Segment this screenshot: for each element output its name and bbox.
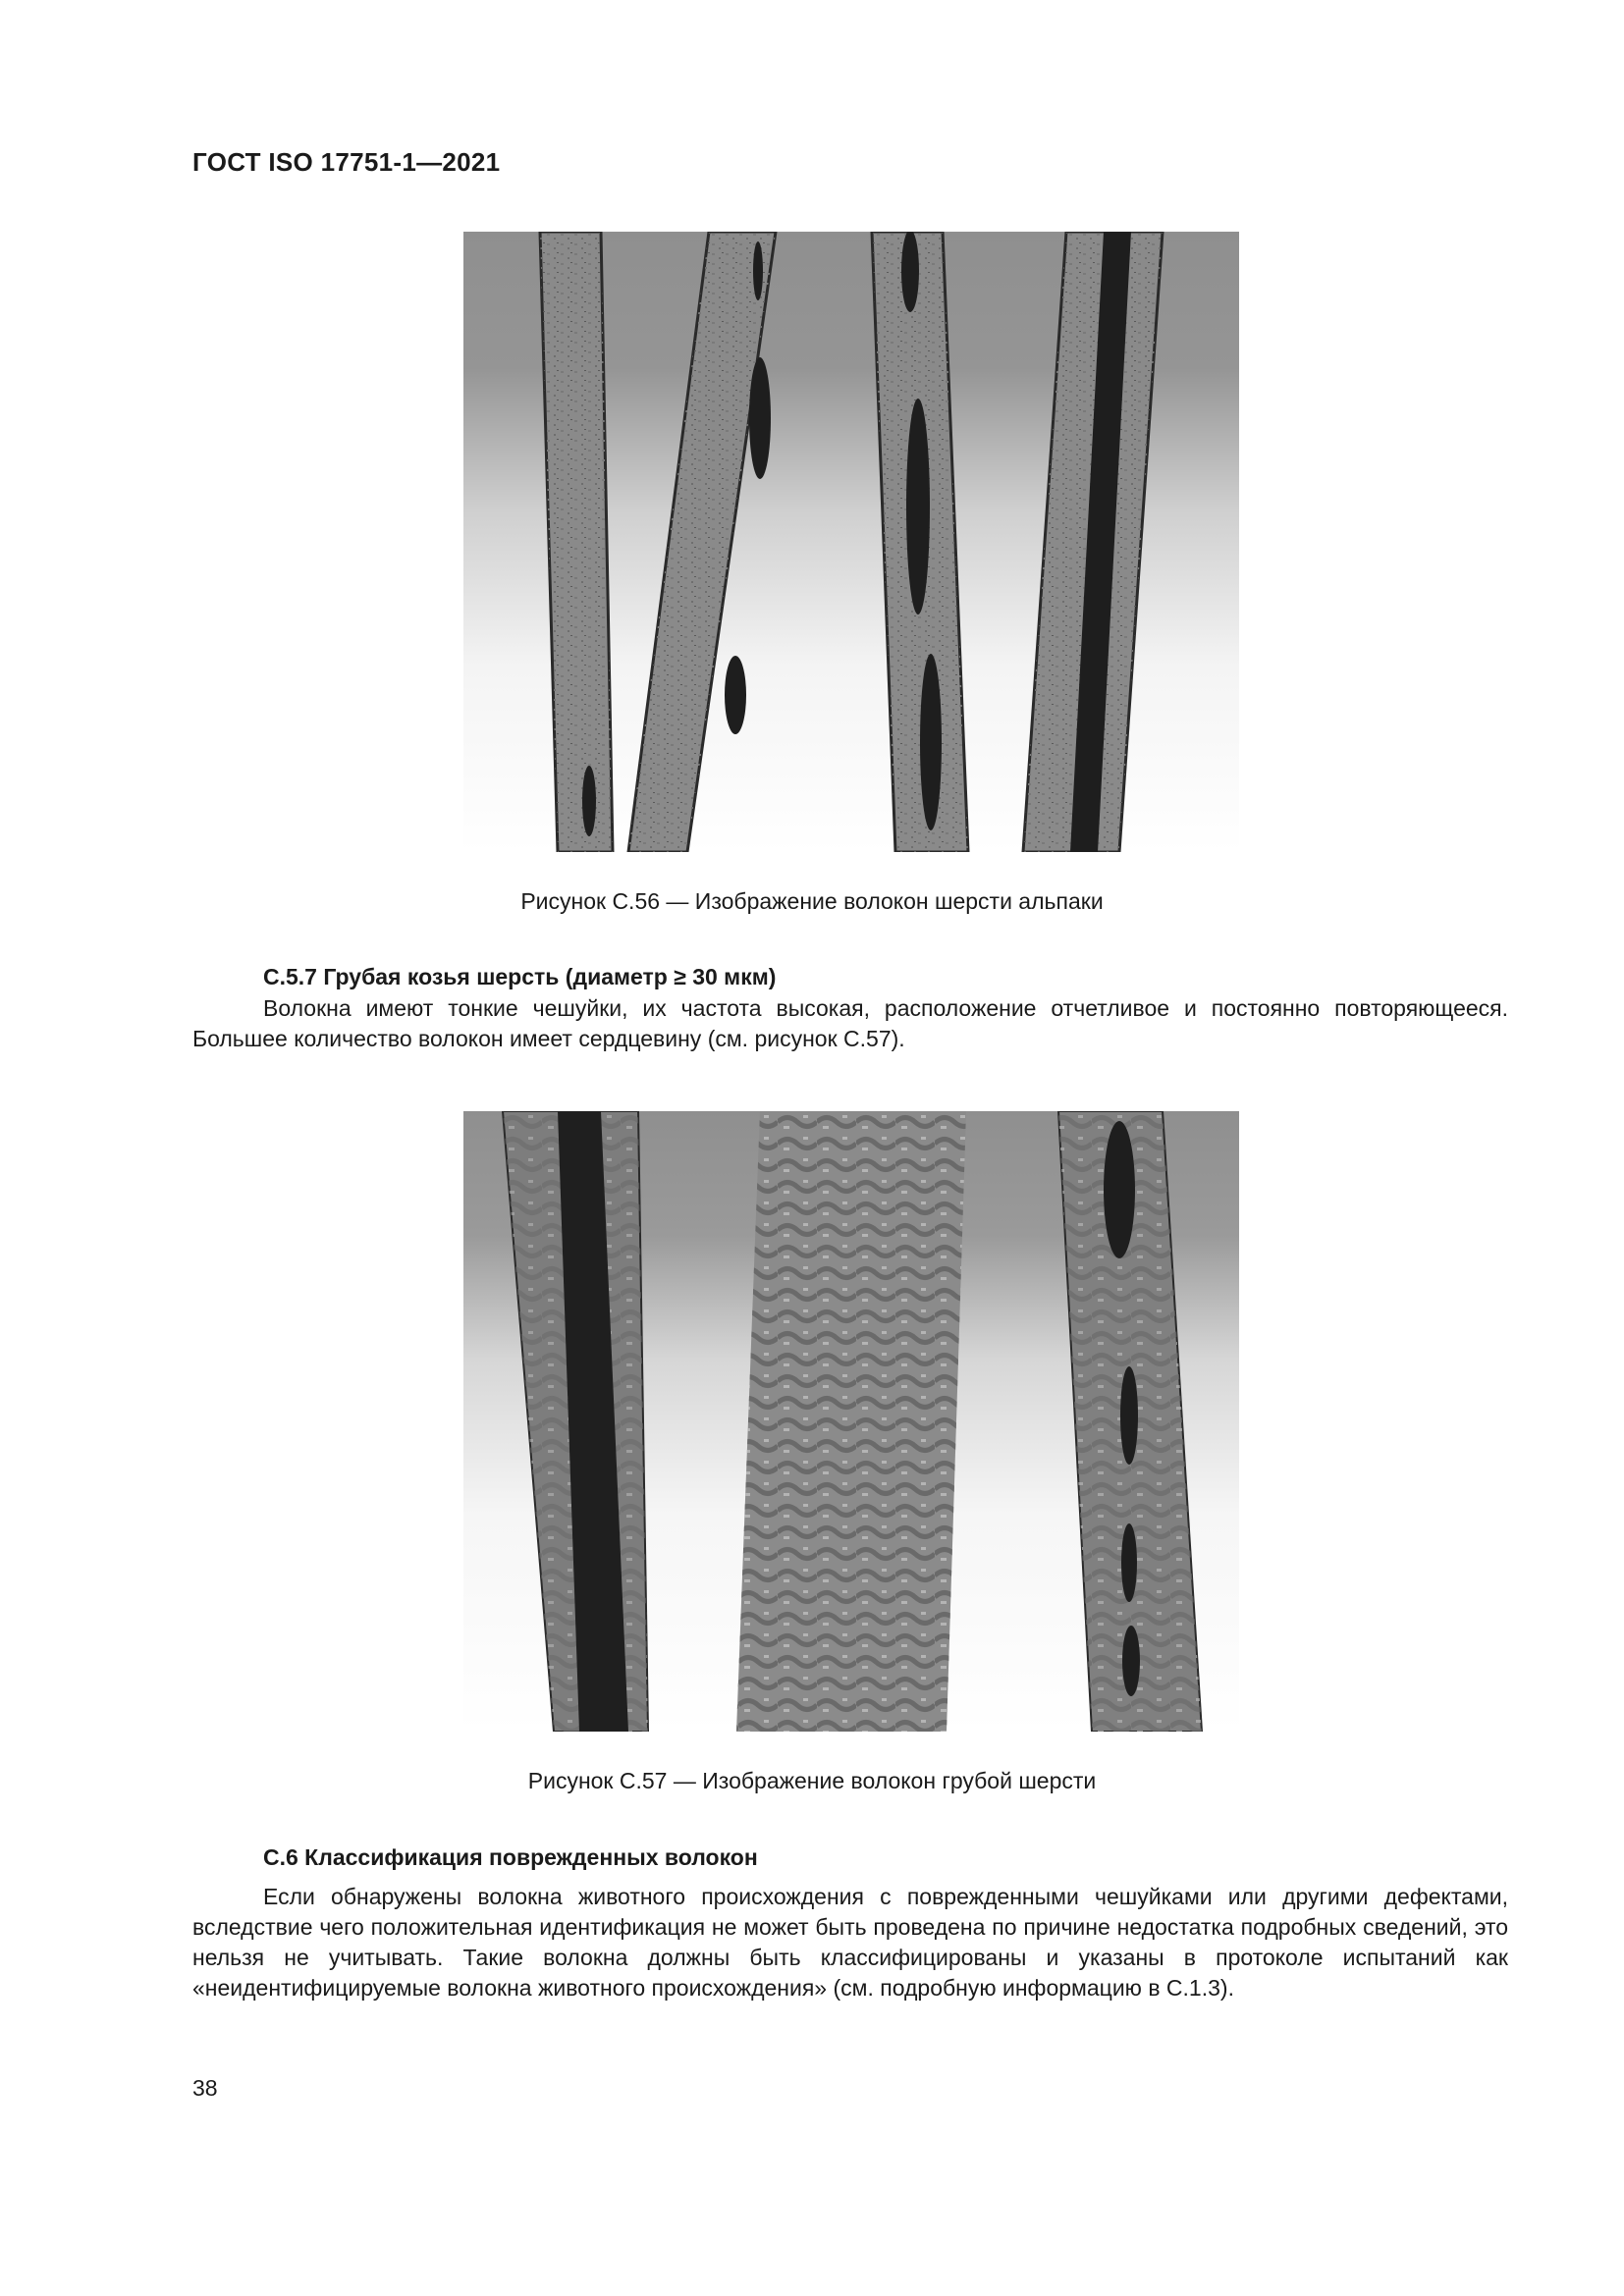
paragraph: Волокна имеют тонкие чешуйки, их частота высокая, расположение отчетливое и постоянно повторяющееся. Большее количество волокон имеет сердцевину (см. рисунок С.57). bbox=[192, 995, 1508, 1051]
page-number: 38 bbox=[192, 2075, 218, 2101]
alpaca-fiber-micrograph bbox=[463, 232, 1239, 852]
section-heading: С.5.7 Грубая козья шерсть (диаметр ≥ 30 мкм) bbox=[263, 964, 777, 989]
document-header: ГОСТ ISO 17751-1—2021 bbox=[192, 147, 501, 177]
paragraph: Если обнаружены волокна животного происхождения с поврежденными чешуйками или другими дефектами, вследствие чего положительная идентификация не может быть проведена по причине недостатка подробных сведений, это нельзя не учитывать. Такие волокна должны быть классифицированы и указаны в протоколе испытаний как «неидентифицируемые волокна животного происхождения» (см. подробную информацию в С.1.3). bbox=[192, 1884, 1508, 2001]
section-body bbox=[192, 993, 1508, 1054]
figure-caption: Рисунок С.57 — Изображение волокон грубой шерсти bbox=[527, 1768, 1097, 1793]
section-heading: С.6 Классификация поврежденных волокон bbox=[263, 1844, 758, 1870]
coarse-wool-fiber-micrograph bbox=[463, 1111, 1239, 1732]
figure-caption: Рисунок С.56 — Изображение волокон шерсти альпаки bbox=[520, 888, 1104, 914]
section-body bbox=[192, 1882, 1508, 2003]
